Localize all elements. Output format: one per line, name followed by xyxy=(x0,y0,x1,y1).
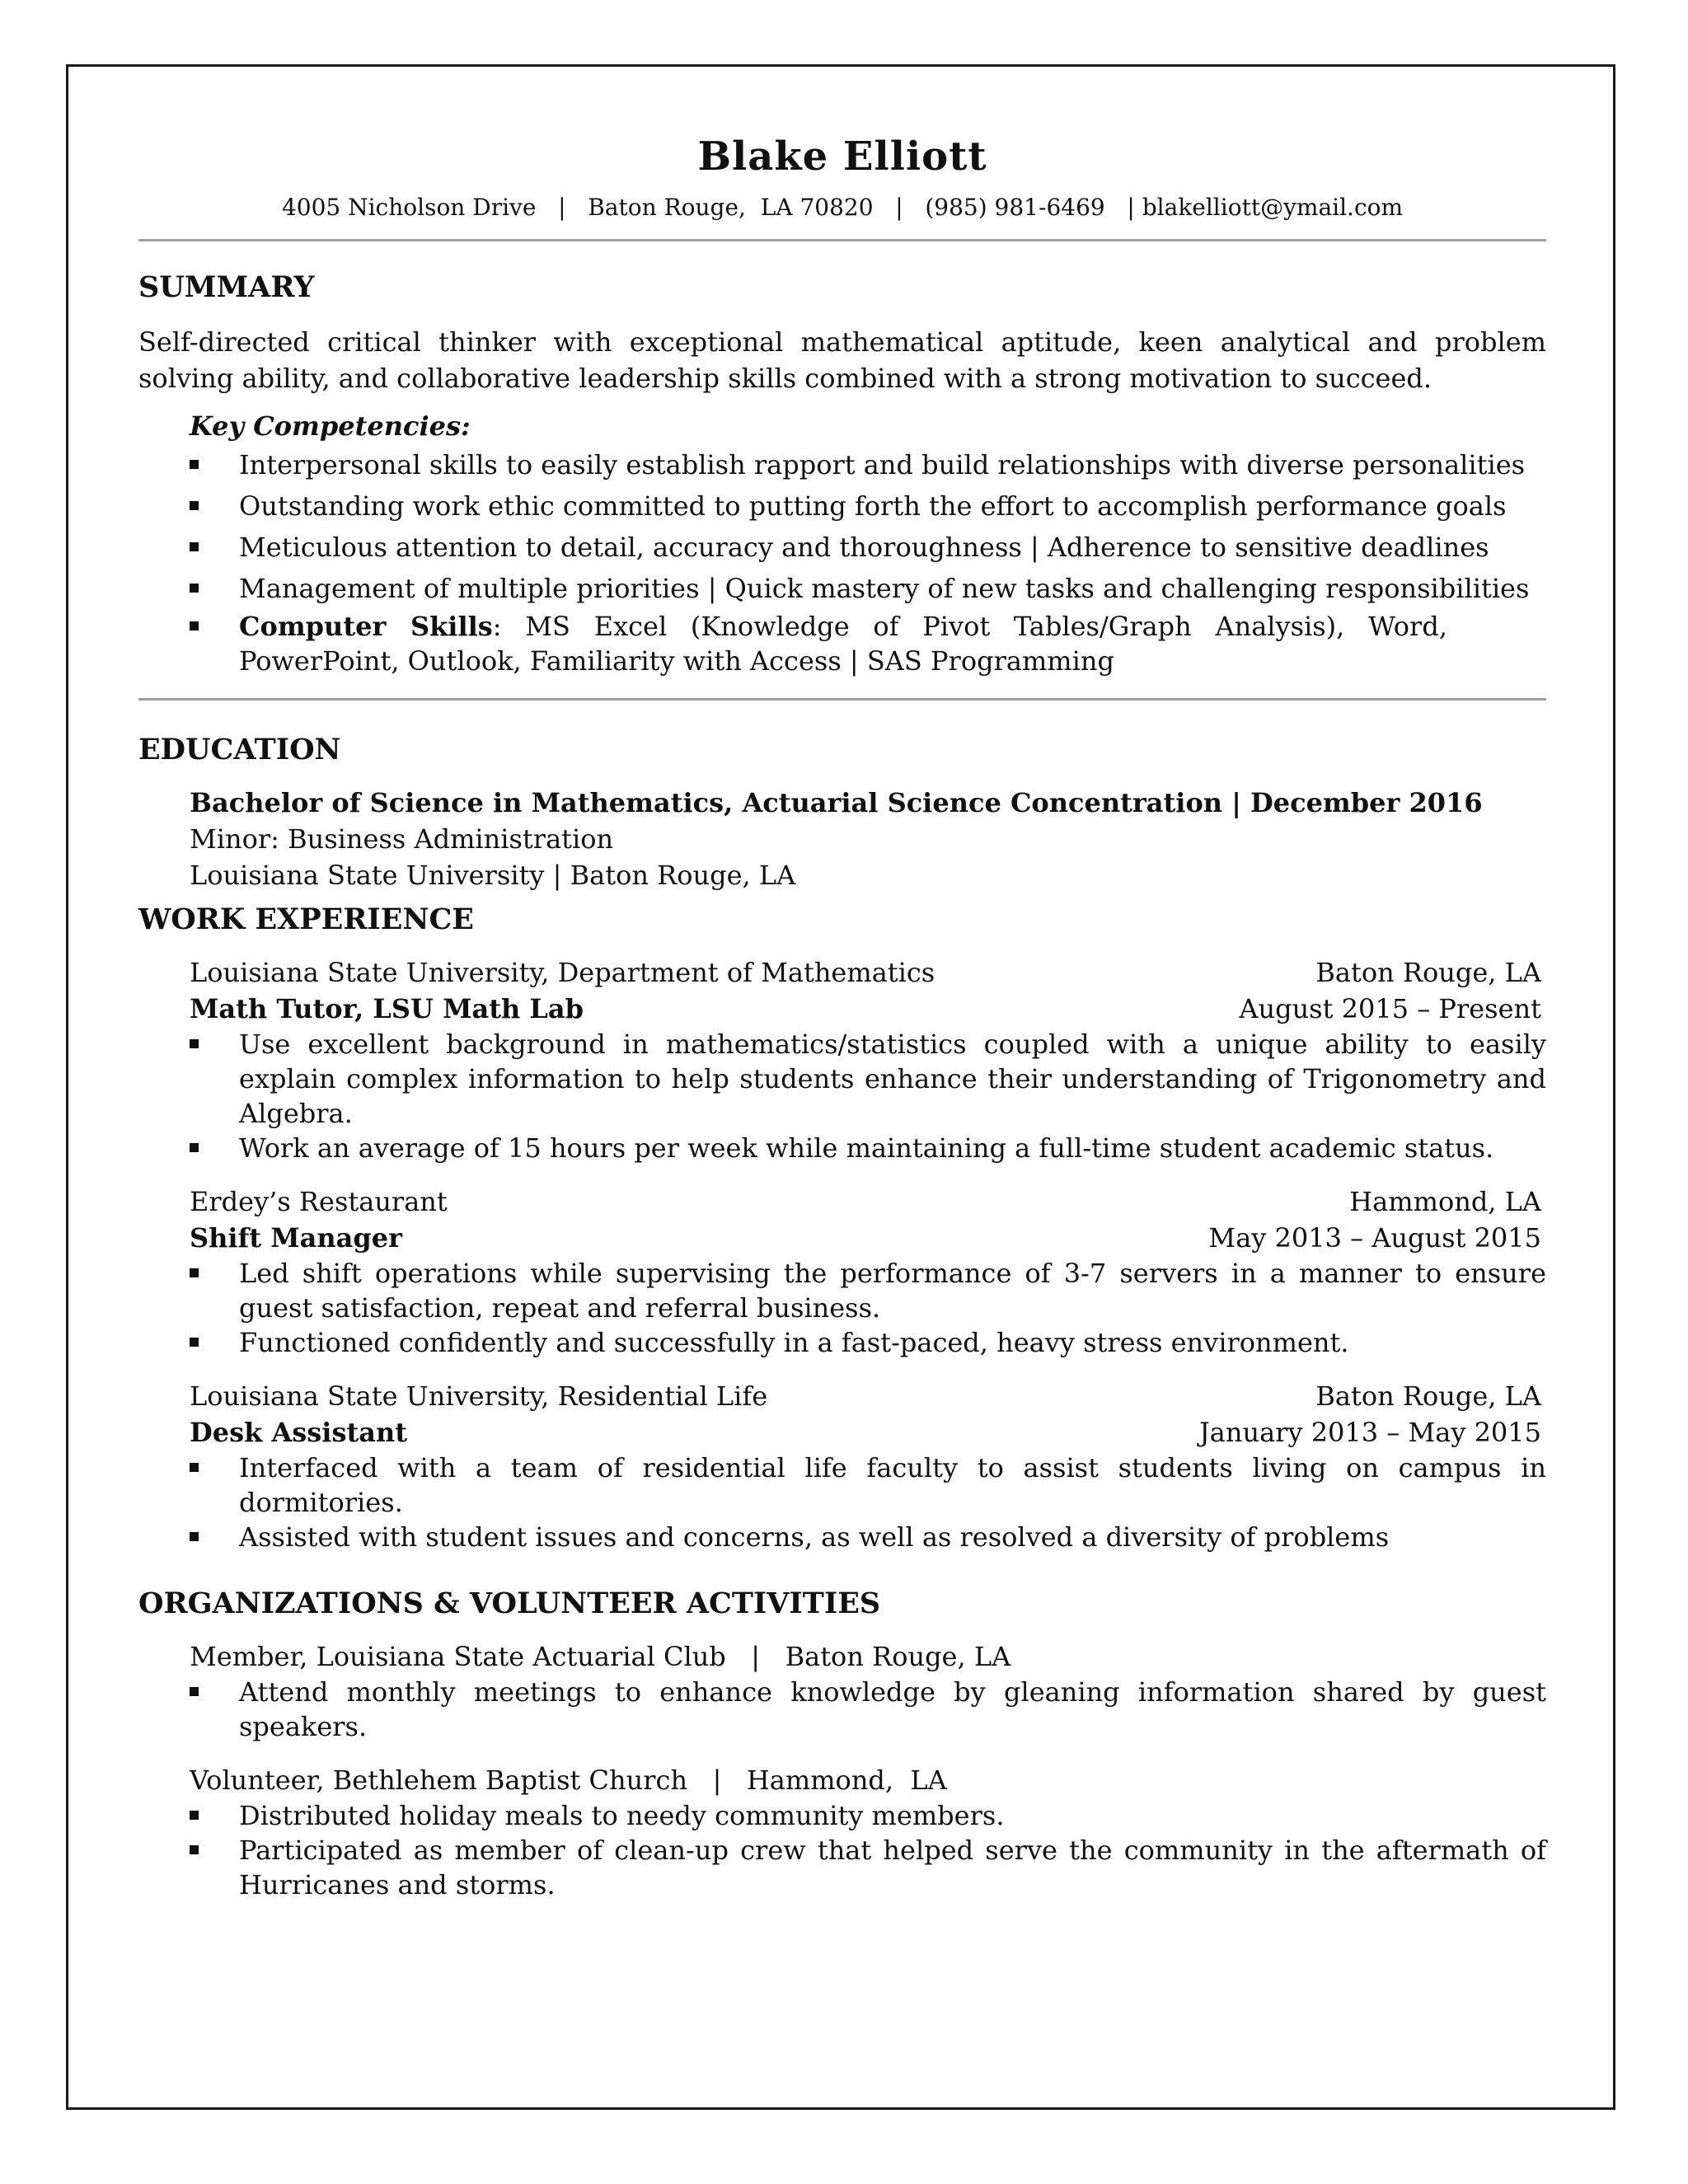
list-item: Assisted with student issues and concerns, as well as resolved a diversity of problems xyxy=(138,1520,1546,1554)
job-location: Baton Rouge, LA xyxy=(1315,957,1541,988)
job-location: Hammond, LA xyxy=(1349,1186,1541,1217)
square-bullet-icon xyxy=(190,460,199,469)
job-org-row xyxy=(138,1183,1546,1220)
job-entry xyxy=(138,1183,1546,1360)
job-dates: January 2013 – May 2015 xyxy=(1198,1417,1541,1448)
list-item: Meticulous attention to detail, accuracy and thoroughness | Adherence to sensitive deadlines xyxy=(138,527,1546,568)
job-title: Shift Manager xyxy=(190,1222,402,1254)
job-bullets xyxy=(138,1027,1546,1165)
candidate-name: Blake Elliott xyxy=(697,134,987,180)
organizations-heading: ORGANIZATIONS & VOLUNTEER ACTIVITIES xyxy=(138,1586,881,1620)
square-bullet-icon xyxy=(190,1143,199,1152)
school-line: Louisiana State University | Baton Rouge, LA xyxy=(190,860,796,891)
job-title: Math Tutor, LSU Math Lab xyxy=(190,993,584,1024)
list-item: Management of multiple priorities | Quick mastery of new tasks and challenging responsibilities xyxy=(138,568,1546,609)
computer-skills-text: : MS Excel (Knowledge of Pivot Tables/Graph Analysis), Word, PowerPoint, Outlook, Familiarity with Access | SAS Programming xyxy=(239,611,1448,677)
square-bullet-icon xyxy=(190,1687,199,1696)
organization-heading: Volunteer, Bethlehem Baptist Church | Hammond, LA xyxy=(190,1765,947,1796)
job-dates: August 2015 – Present xyxy=(1239,993,1541,1024)
list-item: Attend monthly meetings to enhance knowledge by gleaning information shared by guest speakers. xyxy=(138,1675,1546,1744)
job-role-row xyxy=(138,1414,1546,1451)
job-bullets xyxy=(138,1451,1546,1554)
list-item: Functioned confidently and successfully in a fast-paced, heavy stress environment. xyxy=(138,1325,1546,1360)
list-item: Work an average of 15 hours per week while maintaining a full-time student academic status. xyxy=(138,1131,1546,1165)
computer-skills-label: Computer Skills xyxy=(239,611,493,642)
list-item: Use excellent background in mathematics/statistics coupled with a unique ability to easily explain complex information to help students enhance their understanding of Trigonometry and Algebra. xyxy=(138,1027,1546,1131)
square-bullet-icon xyxy=(190,1338,199,1347)
list-item: Outstanding work ethic committed to putting forth the effort to accomplish performance goals xyxy=(138,485,1546,527)
job-role-row xyxy=(138,991,1546,1027)
job-organization: Louisiana State University, Residential Life xyxy=(190,1380,768,1412)
competencies-list xyxy=(138,444,1546,678)
job-org-row xyxy=(138,954,1546,991)
job-entry xyxy=(138,1378,1546,1554)
work-experience-heading: WORK EXPERIENCE xyxy=(138,902,474,936)
job-entry xyxy=(138,954,1546,1165)
square-bullet-icon xyxy=(190,1268,199,1277)
square-bullet-icon xyxy=(190,1463,199,1472)
square-bullet-icon xyxy=(190,542,199,551)
job-organization: Louisiana State University, Department of Mathematics xyxy=(190,957,935,988)
organization-bullets xyxy=(138,1798,1546,1902)
list-item: Distributed holiday meals to needy community members. xyxy=(138,1798,1546,1833)
organization-entry xyxy=(138,1638,1546,1744)
organization-heading: Member, Louisiana State Actuarial Club | Baton Rouge, LA xyxy=(190,1641,1011,1672)
job-organization: Erdey’s Restaurant xyxy=(190,1186,448,1217)
job-location: Baton Rouge, LA xyxy=(1315,1380,1541,1412)
degree-line: Bachelor of Science in Mathematics, Actuarial Science Concentration | December 2016 xyxy=(190,787,1483,818)
job-role-row xyxy=(138,1220,1546,1256)
key-competencies-heading: Key Competencies: xyxy=(190,410,471,442)
summary-text: Self-directed critical thinker with exceptional mathematical aptitude, keen analytical and problem solving ability, and collaborative leadership skills combined with a strong motivation to succeed. xyxy=(138,326,1546,394)
contact-line: 4005 Nicholson Drive | Baton Rouge, LA 70820 | (985) 981-6469 | blakelliott@ymail.com xyxy=(281,194,1404,221)
summary-heading: SUMMARY xyxy=(138,270,315,304)
organization-bullets xyxy=(138,1675,1546,1744)
square-bullet-icon xyxy=(190,1845,199,1854)
computer-skills-item xyxy=(138,609,1546,678)
minor-line: Minor: Business Administration xyxy=(190,823,614,855)
square-bullet-icon xyxy=(190,1532,199,1541)
list-item: Participated as member of clean-up crew that helped serve the community in the aftermath of Hurricanes and storms. xyxy=(138,1833,1546,1902)
resume-page xyxy=(138,132,1546,1902)
job-bullets xyxy=(138,1256,1546,1360)
square-bullet-icon xyxy=(190,621,199,630)
square-bullet-icon xyxy=(190,1811,199,1820)
square-bullet-icon xyxy=(190,501,199,510)
education-heading: EDUCATION xyxy=(138,733,341,766)
organization-entry xyxy=(138,1762,1546,1902)
job-dates: May 2013 – August 2015 xyxy=(1208,1222,1541,1254)
square-bullet-icon xyxy=(190,1039,199,1048)
square-bullet-icon xyxy=(190,583,199,593)
list-item: Interfaced with a team of residential life faculty to assist students living on campus in dormitories. xyxy=(138,1451,1546,1520)
list-item: Led shift operations while supervising the performance of 3-7 servers in a manner to ensure guest satisfaction, repeat and referral business. xyxy=(138,1256,1546,1325)
list-item: Interpersonal skills to easily establish rapport and build relationships with diverse personalities xyxy=(138,444,1546,485)
job-title: Desk Assistant xyxy=(190,1417,408,1448)
job-org-row xyxy=(138,1378,1546,1414)
